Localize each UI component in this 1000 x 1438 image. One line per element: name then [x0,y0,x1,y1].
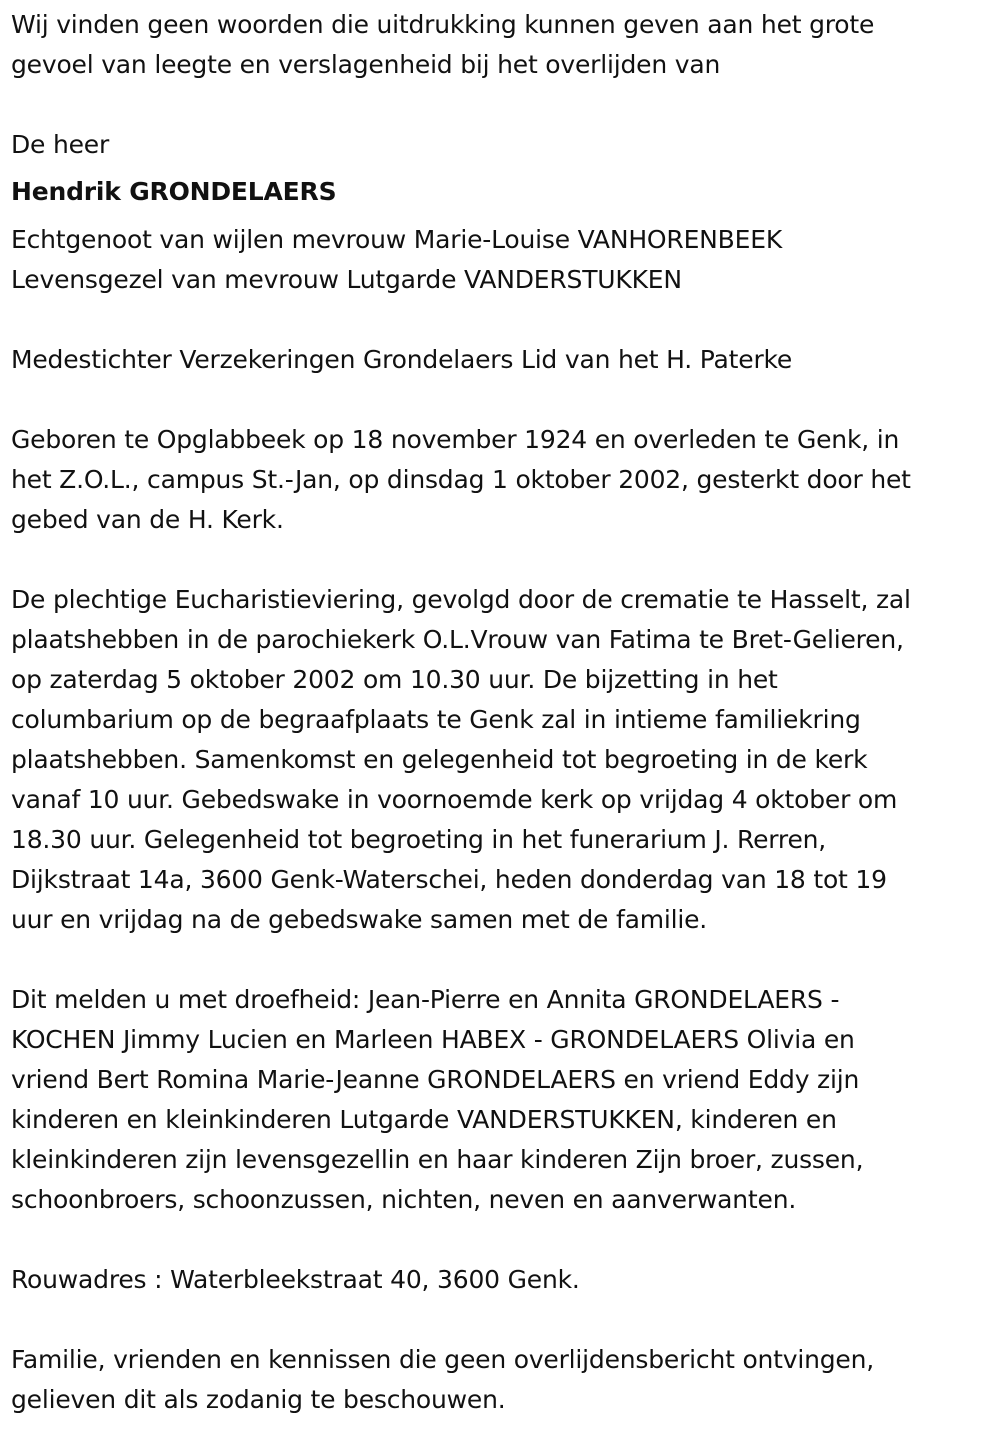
ceremony-line-2: plaatshebben in de parochiekerk O.L.Vrouw van Fatima te Bret-Gelieren, [11,625,904,654]
ceremony-line-3: op zaterdag 5 oktober 2002 om 10.30 uur. De bijzetting in het [11,665,778,694]
announcement-line-6: schoonbroers, schoonzussen, nichten, neven en aanverwanten. [11,1185,797,1214]
relation-line-2: Levensgezel van mevrouw Lutgarde VANDERSTUKKEN [11,265,682,294]
ceremony-line-7: 18.30 uur. Gelegenheid tot begroeting in het funerarium J. Rerren, [11,825,827,854]
deceased-name: Hendrik GRONDELAERS [11,177,337,206]
intro-line-1: Wij vinden geen woorden die uitdrukking kunnen geven aan het grote [11,10,875,39]
ceremony-line-6: vanaf 10 uur. Gebedswake in voornoemde kerk op vrijdag 4 oktober om [11,785,898,814]
intro-line-2: gevoel van leegte en verslagenheid bij het overlijden van [11,50,721,79]
birth-death-line-1: Geboren te Opglabbeek op 18 november 1924 en overleden te Genk, in [11,425,900,454]
deceased-title: De heer [11,130,110,159]
mourning-address: Rouwadres : Waterbleekstraat 40, 3600 Genk. [11,1265,580,1294]
announcement-line-5: kleinkinderen zijn levensgezellin en haar kinderen Zijn broer, zussen, [11,1145,864,1174]
ceremony-line-8: Dijkstraat 14a, 3600 Genk-Waterschei, heden donderdag van 18 tot 19 [11,865,887,894]
closing-line-1: Familie, vrienden en kennissen die geen overlijdensbericht ontvingen, [11,1345,875,1374]
announcement-line-4: kinderen en kleinkinderen Lutgarde VANDERSTUKKEN, kinderen en [11,1105,837,1134]
birth-death-line-2: het Z.O.L., campus St.-Jan, op dinsdag 1 oktober 2002, gesterkt door het [11,465,911,494]
birth-death-line-3: gebed van de H. Kerk. [11,505,284,534]
closing-line-2: gelieven dit als zodanig te beschouwen. [11,1385,506,1414]
ceremony-line-4: columbarium op de begraafplaats te Genk zal in intieme familiekring [11,705,861,734]
ceremony-line-9: uur en vrijdag na de gebedswake samen met de familie. [11,905,708,934]
announcement-line-1: Dit melden u met droefheid: Jean-Pierre en Annita GRONDELAERS - [11,985,840,1014]
ceremony-line-1: De plechtige Eucharistieviering, gevolgd door de crematie te Hasselt, zal [11,585,911,614]
ceremony-line-5: plaatshebben. Samenkomst en gelegenheid tot begroeting in de kerk [11,745,868,774]
announcement-line-2: KOCHEN Jimmy Lucien en Marleen HABEX - GRONDELAERS Olivia en [11,1025,855,1054]
relation-line-1: Echtgenoot van wijlen mevrouw Marie-Louise VANHORENBEEK [11,225,783,254]
announcement-line-3: vriend Bert Romina Marie-Jeanne GRONDELAERS en vriend Eddy zijn [11,1065,860,1094]
function-line: Medestichter Verzekeringen Grondelaers Lid van het H. Paterke [11,345,793,374]
